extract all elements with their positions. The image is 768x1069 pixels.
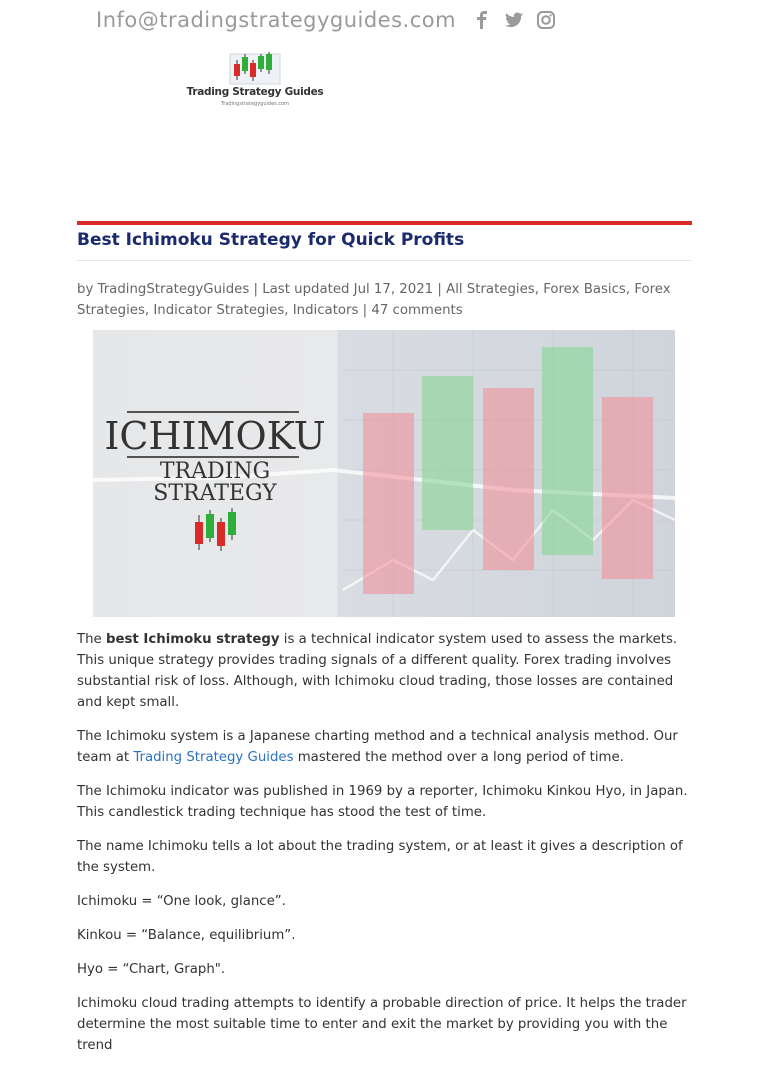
logo-candles-icon (186, 48, 324, 88)
paragraph: Ichimoku cloud trading attempts to identify a probable direction of price. It helps the trader determine the most suitable time to enter and exit the market by providing you with the trend (77, 996, 687, 1053)
text-run: The Ichimoku system is a Japanese charting method and a technical analysis method. Our team at (77, 729, 678, 765)
bold-text: best Ichimoku strategy (105, 632, 280, 647)
social-links (472, 10, 556, 30)
contact-email-link[interactable]: Info@tradingstrategyguides.com (96, 8, 457, 32)
post-title: Best Ichimoku Strategy for Quick Profits (77, 230, 465, 250)
trading-strategy-guides-link[interactable]: Trading Strategy Guides (133, 750, 294, 765)
paragraph (77, 726, 692, 768)
paragraph: Hyo = “Chart, Graph". (77, 962, 226, 977)
facebook-icon[interactable] (472, 10, 492, 30)
category-link-forex-strategies[interactable]: Forex Strategies (77, 282, 671, 318)
last-updated: Last updated Jul 17, 2021 (262, 282, 434, 297)
title-accent-bar (77, 221, 692, 225)
paragraph: The Ichimoku indicator was published in 1969 by a reporter, Ichimoku Kinkou Hyo, in Japan. This candlestick trading technique has stood the test of time. (77, 784, 688, 820)
meta-separator: | (358, 303, 372, 318)
site-logo[interactable] (186, 48, 324, 112)
hero-line2: TRADING (159, 459, 271, 484)
comments-link[interactable]: 47 comments (371, 303, 463, 318)
category-link-all-strategies[interactable]: All Strategies (446, 282, 535, 297)
hero-line3: STRATEGY (153, 481, 277, 506)
twitter-icon[interactable] (504, 10, 524, 30)
meta-separator: | (433, 282, 447, 297)
paragraph (77, 629, 692, 713)
title-divider (77, 260, 692, 261)
meta-separator: | (249, 282, 263, 297)
category-link-indicators[interactable]: Indicators (292, 303, 359, 318)
paragraph: Ichimoku = “One look, glance”. (77, 894, 286, 909)
featured-image (93, 330, 675, 617)
category-link-forex-basics[interactable]: Forex Basics (543, 282, 626, 297)
paragraph: Kinkou = “Balance, equilibrium”. (77, 928, 296, 943)
category-link-indicator-strategies[interactable]: Indicator Strategies (153, 303, 285, 318)
text-run: The (77, 632, 106, 647)
hero-line1: ICHIMOKU (104, 414, 326, 458)
author-link[interactable]: TradingStrategyGuides (97, 282, 250, 297)
instagram-icon[interactable] (536, 10, 556, 30)
paragraph: The name Ichimoku tells a lot about the trading system, or at least it gives a description of the system. (77, 839, 683, 875)
post-content (77, 629, 692, 1069)
post-meta: by TradingStrategyGuides | Last updated Jul 17, 2021 | All Strategies, Forex Basics, Forex Strategies, Indicator Strategies, Indicators | 47 comments (77, 282, 671, 318)
logo-text: Trading Strategy Guides (186, 86, 324, 98)
top-bar (96, 5, 556, 35)
logo-subtext: Tradingstrategyguides.com (220, 101, 290, 107)
text-run: mastered the method over a long period of time. (293, 750, 624, 765)
text-run: is a technical indicator system used to assess the markets. This unique strategy provides trading signals of a different quality. Forex trading involves substantial risk of loss. Although, with Ichimoku cloud trading, those losses are contained and kept small. (77, 632, 678, 710)
meta-by: by (77, 282, 94, 297)
